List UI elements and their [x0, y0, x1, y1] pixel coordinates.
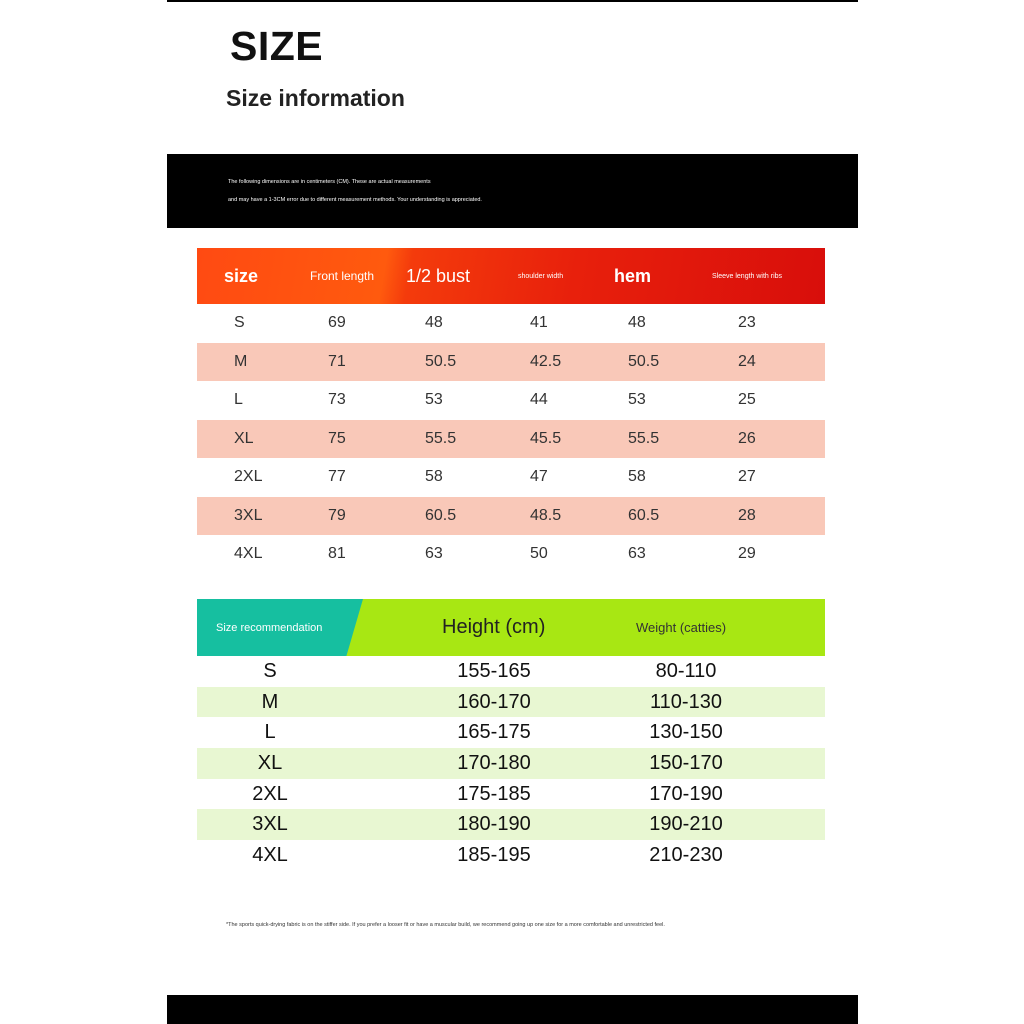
size-table-header — [197, 248, 825, 304]
recommendation-table-header — [197, 599, 825, 656]
header-sleeve-length: Sleeve length with ribs — [712, 272, 783, 280]
table-row — [197, 779, 825, 810]
table-cell: 25 — [738, 391, 756, 409]
table-cell: 130-150 — [649, 721, 723, 744]
table-cell: 3XL — [252, 813, 288, 836]
header-height: Height (cm) — [442, 616, 546, 638]
table-cell: 48 — [425, 314, 443, 332]
table-cell: 155-165 — [457, 659, 531, 682]
size-chart-page — [167, 0, 858, 1024]
recommendation-table-body — [197, 656, 825, 871]
table-cell: 77 — [328, 468, 346, 486]
table-cell: S — [263, 659, 277, 682]
table-cell: 75 — [328, 429, 346, 447]
notice-line-1: The following dimensions are in centimeters (CM). These are actual measurements — [228, 179, 431, 185]
table-cell: 44 — [530, 391, 548, 409]
table-row — [197, 304, 825, 343]
table-cell: 53 — [425, 391, 443, 409]
table-cell: 24 — [738, 352, 756, 370]
table-cell: 28 — [738, 506, 756, 524]
bottom-bar — [167, 995, 858, 1024]
table-row — [197, 687, 825, 718]
table-cell: 26 — [738, 429, 756, 447]
table-cell: L — [264, 721, 276, 744]
table-cell: 69 — [328, 314, 346, 332]
table-cell: 160-170 — [457, 690, 531, 713]
table-cell: 47 — [530, 468, 548, 486]
table-row — [197, 748, 825, 779]
table-cell: 58 — [425, 468, 443, 486]
table-cell: 2XL — [234, 468, 263, 486]
table-cell: 58 — [628, 468, 646, 486]
table-cell: 63 — [628, 545, 646, 563]
page-subtitle: Size information — [226, 85, 405, 111]
table-cell: 50.5 — [628, 352, 660, 370]
top-rule — [167, 0, 858, 2]
header-half-bust: 1/2 bust — [406, 265, 471, 286]
table-cell: 190-210 — [649, 813, 723, 836]
table-cell: 50 — [530, 545, 548, 563]
table-row — [197, 458, 825, 497]
table-cell: 41 — [530, 314, 548, 332]
table-cell: 170-190 — [649, 782, 723, 805]
table-cell: 2XL — [252, 782, 288, 805]
table-row — [197, 840, 825, 871]
table-cell: 63 — [425, 545, 443, 563]
table-row — [197, 809, 825, 840]
size-table-body — [197, 304, 825, 574]
table-cell: 60.5 — [628, 506, 660, 524]
table-cell: 150-170 — [649, 751, 723, 774]
table-cell: XL — [257, 751, 283, 774]
table-cell: 4XL — [234, 545, 263, 563]
table-cell: 48.5 — [530, 506, 562, 524]
table-cell: XL — [234, 429, 254, 447]
table-cell: 45.5 — [530, 429, 562, 447]
table-cell: 185-195 — [457, 843, 531, 866]
table-cell: 55.5 — [425, 429, 457, 447]
table-cell: 50.5 — [425, 352, 457, 370]
fit-footnote: *The sports quick-drying fabric is on the stiffer side. If you prefer a looser fit or have a muscular build, we recommend going up one size for a more comfortable and unrestricted feel. — [226, 922, 665, 928]
table-row — [197, 343, 825, 382]
header-shoulder-width: shoulder width — [518, 272, 564, 280]
table-cell: 175-185 — [457, 782, 531, 805]
table-cell: 53 — [628, 391, 646, 409]
table-cell: S — [234, 314, 245, 332]
table-cell: 60.5 — [425, 506, 457, 524]
notice-line-2: and may have a 1-3CM error due to different measurement methods. Your understanding is appreciated. — [228, 197, 482, 203]
table-cell: 48 — [628, 314, 646, 332]
table-cell: 55.5 — [628, 429, 660, 447]
table-cell: 4XL — [252, 843, 288, 866]
header-size-recommendation: Size recommendation — [216, 621, 323, 634]
table-cell: 180-190 — [457, 813, 531, 836]
table-row — [197, 497, 825, 536]
header-front-length: Front length — [310, 269, 375, 283]
table-cell: M — [234, 352, 248, 370]
table-row — [197, 656, 825, 687]
table-cell: 29 — [738, 545, 756, 563]
table-cell: 210-230 — [649, 843, 723, 866]
table-cell: 73 — [328, 391, 346, 409]
table-cell: M — [261, 690, 279, 713]
table-row — [197, 717, 825, 748]
table-cell: 3XL — [234, 506, 263, 524]
measurement-notice-banner — [167, 154, 858, 228]
header-weight: Weight (catties) — [636, 620, 727, 635]
size-recommendation-table — [197, 599, 825, 871]
table-cell: 165-175 — [457, 721, 531, 744]
table-cell: 79 — [328, 506, 346, 524]
table-cell: 80-110 — [655, 659, 717, 682]
table-cell: 71 — [328, 352, 346, 370]
table-cell: 42.5 — [530, 352, 562, 370]
header-size: size — [224, 265, 259, 286]
table-cell: 81 — [328, 545, 346, 563]
table-cell: 27 — [738, 468, 756, 486]
table-cell: 110-130 — [650, 690, 722, 713]
header-hem: hem — [614, 265, 652, 286]
table-row — [197, 420, 825, 459]
table-cell: 170-180 — [457, 751, 531, 774]
page-title: SIZE — [230, 23, 324, 69]
table-row — [197, 535, 825, 574]
table-cell: L — [234, 391, 243, 409]
size-measurement-table — [197, 248, 825, 574]
table-row — [197, 381, 825, 420]
table-cell: 23 — [738, 314, 756, 332]
